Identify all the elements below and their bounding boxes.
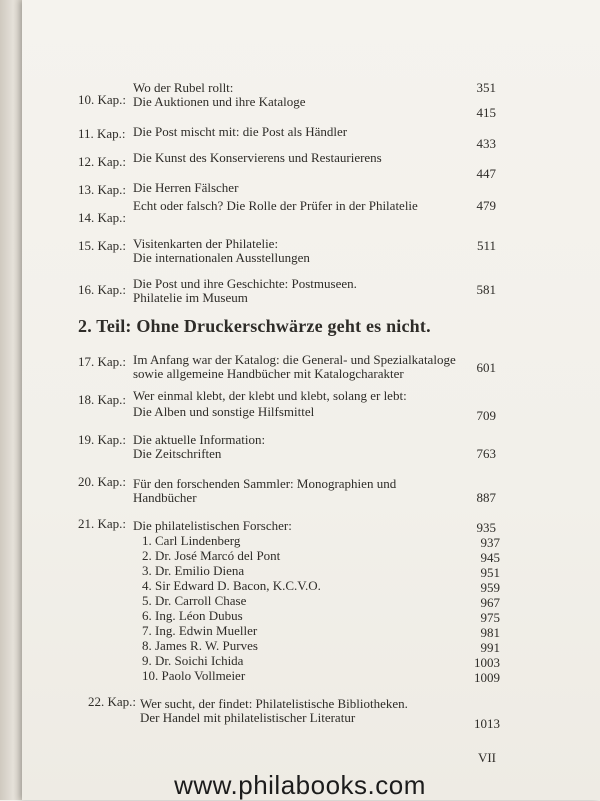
forscher-page: 951 [480, 565, 500, 580]
chapter-title-line-2: Die Zeitschriften [133, 446, 222, 461]
chapter-title-line-2: Philatelie im Museum [133, 290, 248, 305]
forscher-page: 937 [480, 535, 500, 550]
watermark: www.philabooks.com [174, 770, 426, 800]
forscher-page: 981 [480, 625, 500, 640]
chapter-title: Die Herren Fälscher [133, 180, 239, 195]
chapter-number: 21. Kap.: [78, 516, 127, 531]
chapter-number: 22. Kap.: [88, 694, 137, 709]
chapter-title-line-2: Die Alben und sonstige Hilfsmittel [133, 404, 315, 419]
page-number: 1013 [474, 716, 500, 731]
chapter-number: 20. Kap.: [78, 474, 127, 489]
chapter-number: 12. Kap.: [78, 154, 127, 169]
chapter-title-line-2: Handbücher [133, 490, 197, 505]
page-number: 763 [476, 446, 496, 461]
chapter-title: Die Post mischt mit: die Post als Händler [133, 124, 348, 139]
forscher-name: 9. Dr. Soichi Ichida [142, 653, 244, 668]
chapter-number: 16. Kap.: [78, 282, 127, 297]
chapter-title-line-1: Für den forschenden Sammler: Monographien und [133, 476, 397, 491]
chapter-title-line-2: Die Auktionen und ihre Kataloge [133, 94, 306, 109]
chapter-title-line-1: Die Post und ihre Geschichte: Postmuseen. [133, 276, 357, 291]
forscher-page: 1009 [474, 670, 500, 685]
forscher-name: 2. Dr. José Marcó del Pont [142, 548, 281, 563]
page-number: 601 [476, 360, 496, 375]
chapter-title-line-1: Wo der Rubel rollt: [133, 80, 234, 95]
forscher-page: 967 [480, 595, 500, 610]
page-number: 433 [476, 136, 496, 151]
forscher-name: 8. James R. W. Purves [142, 638, 258, 653]
forscher-page: 1003 [474, 655, 500, 670]
forscher-name: 3. Dr. Emilio Diena [142, 563, 245, 578]
chapter-title-line-1: Wer einmal klebt, der klebt und klebt, solang er lebt: [133, 388, 407, 403]
part-heading: 2. Teil: Ohne Druckerschwärze geht es nicht. [78, 316, 431, 336]
chapter-number: 17. Kap.: [78, 354, 127, 369]
chapter-title-line-1: Die aktuelle Information: [133, 432, 266, 447]
forscher-name: 6. Ing. Léon Dubus [142, 608, 243, 623]
chapter-title-line-1: Visitenkarten der Philatelie: [133, 236, 279, 251]
chapter-number: 19. Kap.: [78, 432, 127, 447]
page-number: 709 [476, 408, 496, 423]
forscher-name: 4. Sir Edward D. Bacon, K.C.V.O. [142, 578, 321, 593]
chapter-title-line-2: sowie allgemeine Handbücher mit Katalogcharakter [133, 366, 404, 381]
page-number: 415 [476, 105, 496, 120]
page-number: 887 [476, 490, 496, 505]
page-number: 479 [476, 198, 496, 213]
forscher-page: 975 [480, 610, 500, 625]
chapter-number: 18. Kap.: [78, 392, 127, 407]
chapter-title: Echt oder falsch? Die Rolle der Prüfer in der Philatelie [133, 198, 418, 213]
page-number: 511 [476, 238, 496, 253]
forscher-name: 10. Paolo Vollmeier [142, 668, 246, 683]
chapter-number: 15. Kap.: [78, 238, 127, 253]
page-number: 351 [476, 80, 496, 95]
chapter-number: 13. Kap.: [78, 182, 127, 197]
book-spine-shadow [0, 0, 22, 800]
chapter-title-line-1: Im Anfang war der Katalog: die General- und Spezialkataloge [133, 352, 456, 367]
chapter-number: 14. Kap.: [78, 210, 127, 225]
chapter-title: Die philatelistischen Forscher: [133, 518, 292, 533]
roman-page-number: VII [477, 750, 496, 765]
page-number: 935 [476, 520, 496, 535]
chapter-title: Die Kunst des Konservierens und Restaurierens [133, 150, 382, 165]
forscher-name: 7. Ing. Edwin Mueller [142, 623, 258, 638]
forscher-page: 945 [480, 550, 500, 565]
chapter-title-line-2: Der Handel mit philatelistischer Literatur [140, 710, 356, 725]
forscher-name: 5. Dr. Carroll Chase [142, 593, 247, 608]
forscher-name: 1. Carl Lindenberg [142, 533, 241, 548]
forscher-page: 991 [480, 640, 500, 655]
chapter-number: 10. Kap.: [78, 92, 127, 107]
page-number: 581 [476, 282, 496, 297]
chapter-title-line-2: Die internationalen Ausstellungen [133, 250, 310, 265]
chapter-number: 11. Kap.: [78, 126, 126, 141]
chapter-title-line-1: Wer sucht, der findet: Philatelistische Bibliotheken. [140, 696, 408, 711]
forscher-page: 959 [480, 580, 500, 595]
page-number: 447 [476, 166, 496, 181]
